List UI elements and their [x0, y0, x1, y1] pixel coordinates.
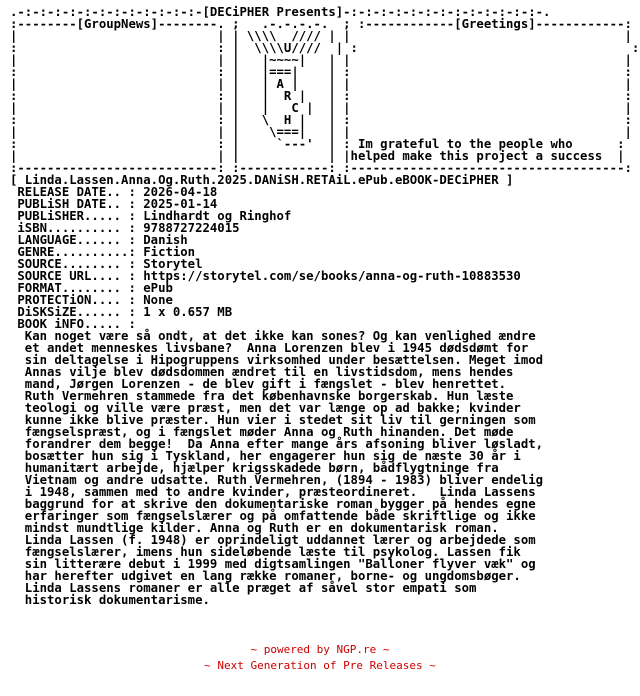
nfo-release-text: .-:-:-:-:-:-:-:-:-:-:-:-:-[DECiPHER Presents]-:-:-:-:-:-:-:-:-:-:-:-:-:-. :--------[GroupNews]--------. ; .-.-.-.-. ; :------------[Greetings]------------: | | | \\\\ //// | | | : : | \\\\U//// | : : | | | |~~~~| | | | : : | |===| | : : | | | | A | | | | : : | | R | | : : | | | | C | | | | : : | \ H | | : : | | | \===| | | | : : | `---' | : Im grateful to the people who : | | | | |helped make this project a success | :---------------------------: :------------: :-------------------------------------: [ Linda.Lassen.Anna.Og.Ruth.2025.DANiSH.RETAiL.ePub.eBOOK-DECiPHER ] RELEASE DATE.. : 2026-04-18 PUBLiSH DATE.. : 2025-01-14 PUBLiSHER..... : Lindhardt og Ringhof iSBN.......... : 9788727224015 LANGUAGE...... : Danish GENRE..........: Fiction SOURCE........ : Storytel SOURCE URL.... : https://storytel.com/se/books/anna-og-ruth-10883530 FORMAT........ : ePub PROTECTiON.... : None DiSKSiZE...... : 1 x 0.657 MB BOOK iNFO..... : Kan noget være så ondt, at det ikke kan sones? Og kan venlighed ændre et andet menneskes livsbane? Anna Lorenzen blev i 1945 dødsdømt for sin deltagelse i Hipogruppens virksomhed under besættelsen. Meget imod Annas vilje blev dødsdommen ændret til en livstidsdom, mens hendes mand, Jørgen Lorenzen - de blev gift i fængslet - blev henrettet. Ruth Vermehren stammede fra det københavnske borgerskab. Hun læste teologi og ville være præst, men det var længe op ad bakke; kvinder kunne ikke blive præster. Hun vier i stedet sit liv til gerningen som fængselspræst, og i fængslet møder Anna og Ruth hinanden. Det møde forandrer dem begge! Da Anna efter mange års afsoning bliver løsladt, bosætter hun sig i Tyskland, her engagerer hun sig de næste 30 år i humanitært arbejde, hjælper krigsskadede børn, bådflygtninge fra Vietnam og andre udsatte. Ruth Vermehren, (1894 - 1983) bliver endelig i 1948, sammen med to andre kvinder, præsteordineret. Linda Lassens baggrund for at skrive den dokumentariske roman bygger på hendes egne erfaringer som fængselslærer og på omfattende både skriftlige og ikke mindst mundtlige kilder. Anna og Ruth er en dokumentarisk roman. Linda Lassen (f. 1948) er oprindeligt uddannet lærer og arbejdede som fængselslærer, imens hun sideløbende læste til psykolog. Lassen fik sin litterære debut i 1999 med digtsamlingen "Balloner flyver væk" og har herefter udgivet en lang række romaner, borne- og ungdomsbøger. Linda Lassens romaner er alle præget af såvel stor empati som historisk dokumentarisme.: [10, 5, 640, 607]
footer-tagline: ~ Next Generation of Pre Releases ~: [204, 659, 436, 672]
footer: [0, 642, 640, 674]
footer-powered-by: ~ powered by NGP.re ~: [250, 643, 390, 656]
